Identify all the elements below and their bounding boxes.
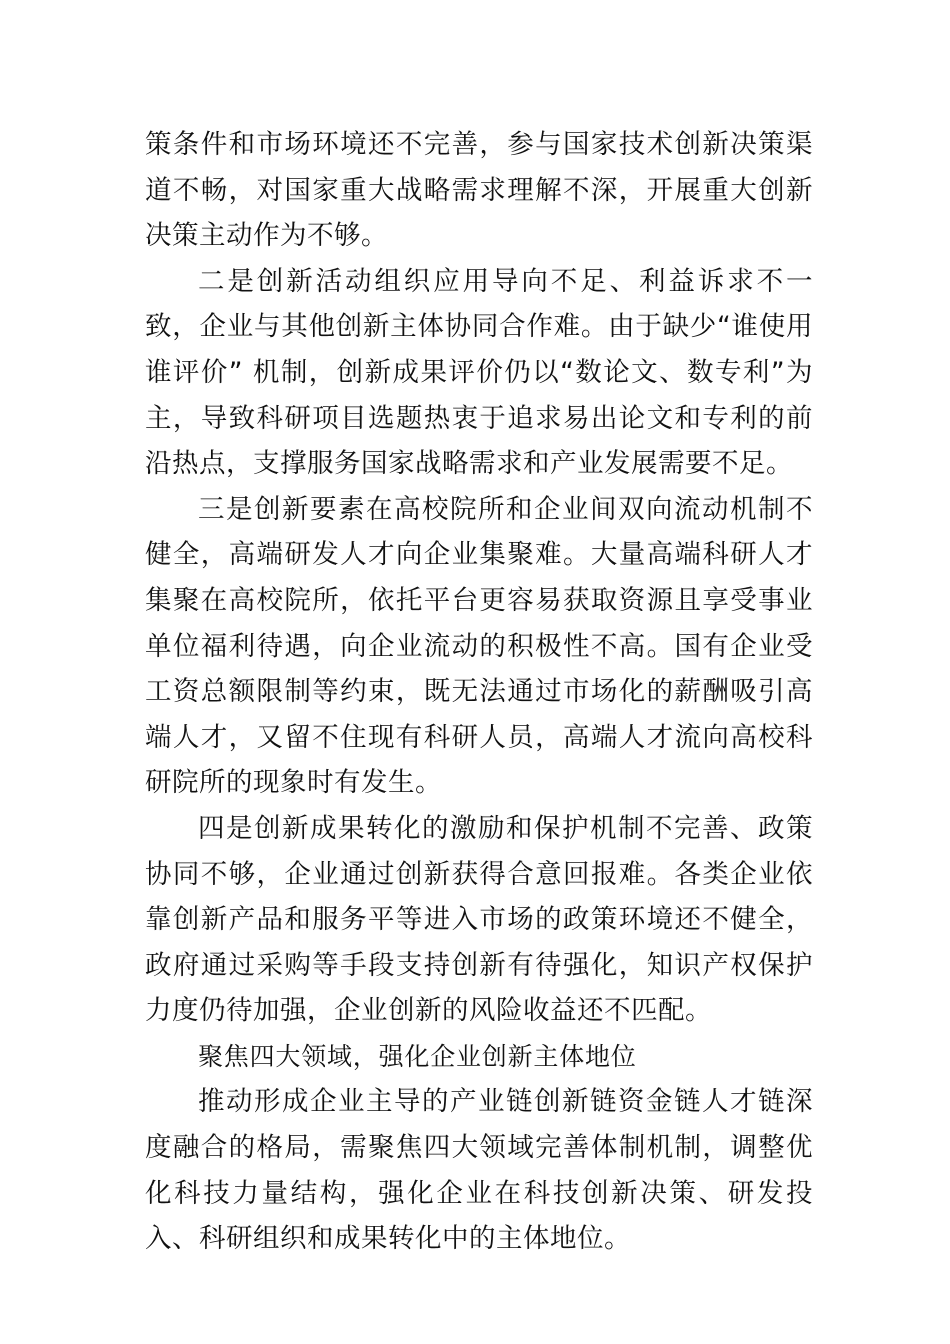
document-body bbox=[145, 122, 813, 1262]
paragraph-point-three: 三是创新要素在高校院所和企业间双向流动机制不健全，高端研发人才向企业集聚难。大量高端科研人才集聚在高校院所，依托平台更容易获取资源且享受事业单位福利待遇，向企业流动的积极性不高。国有企业受工资总额限制等约束，既无法通过市场化的薪酬吸引高端人才，又留不住现有科研人员，高端人才流向高校科研院所的现象时有发生。 bbox=[145, 493, 813, 799]
paragraph-point-four: 四是创新成果转化的激励和保护机制不完善、政策协同不够，企业通过创新获得合意回报难。各类企业依靠创新产品和服务平等进入市场的政策环境还不健全，政府通过采购等手段支持创新有待强化，知识产权保护力度仍待加强，企业创新的风险收益还不匹配。 bbox=[145, 812, 813, 1027]
section-heading: 聚焦四大领域，强化企业创新主体地位 bbox=[198, 1041, 637, 1071]
paragraph-point-two: 二是创新活动组织应用导向不足、利益诉求不一致，企业与其他创新主体协同合作难。由于缺少“谁使用谁评价” 机制，创新成果评价仍以“数论文、数专利”为主，导致科研项目选题热衷于追求易出论文和专利的前沿热点，支撑服务国家战略需求和产业发展需要不足。 bbox=[145, 265, 813, 480]
paragraph-continuation: 策条件和市场环境还不完善，参与国家技术创新决策渠道不畅，对国家重大战略需求理解不深，开展重大创新决策主动作为不够。 bbox=[145, 129, 813, 252]
paragraph-closing: 推动形成企业主导的产业链创新链资金链人才链深度融合的格局，需聚焦四大领域完善体制机制，调整优化科技力量结构，强化企业在科技创新决策、研发投入、科研组织和成果转化中的主体地位。 bbox=[145, 1086, 813, 1255]
